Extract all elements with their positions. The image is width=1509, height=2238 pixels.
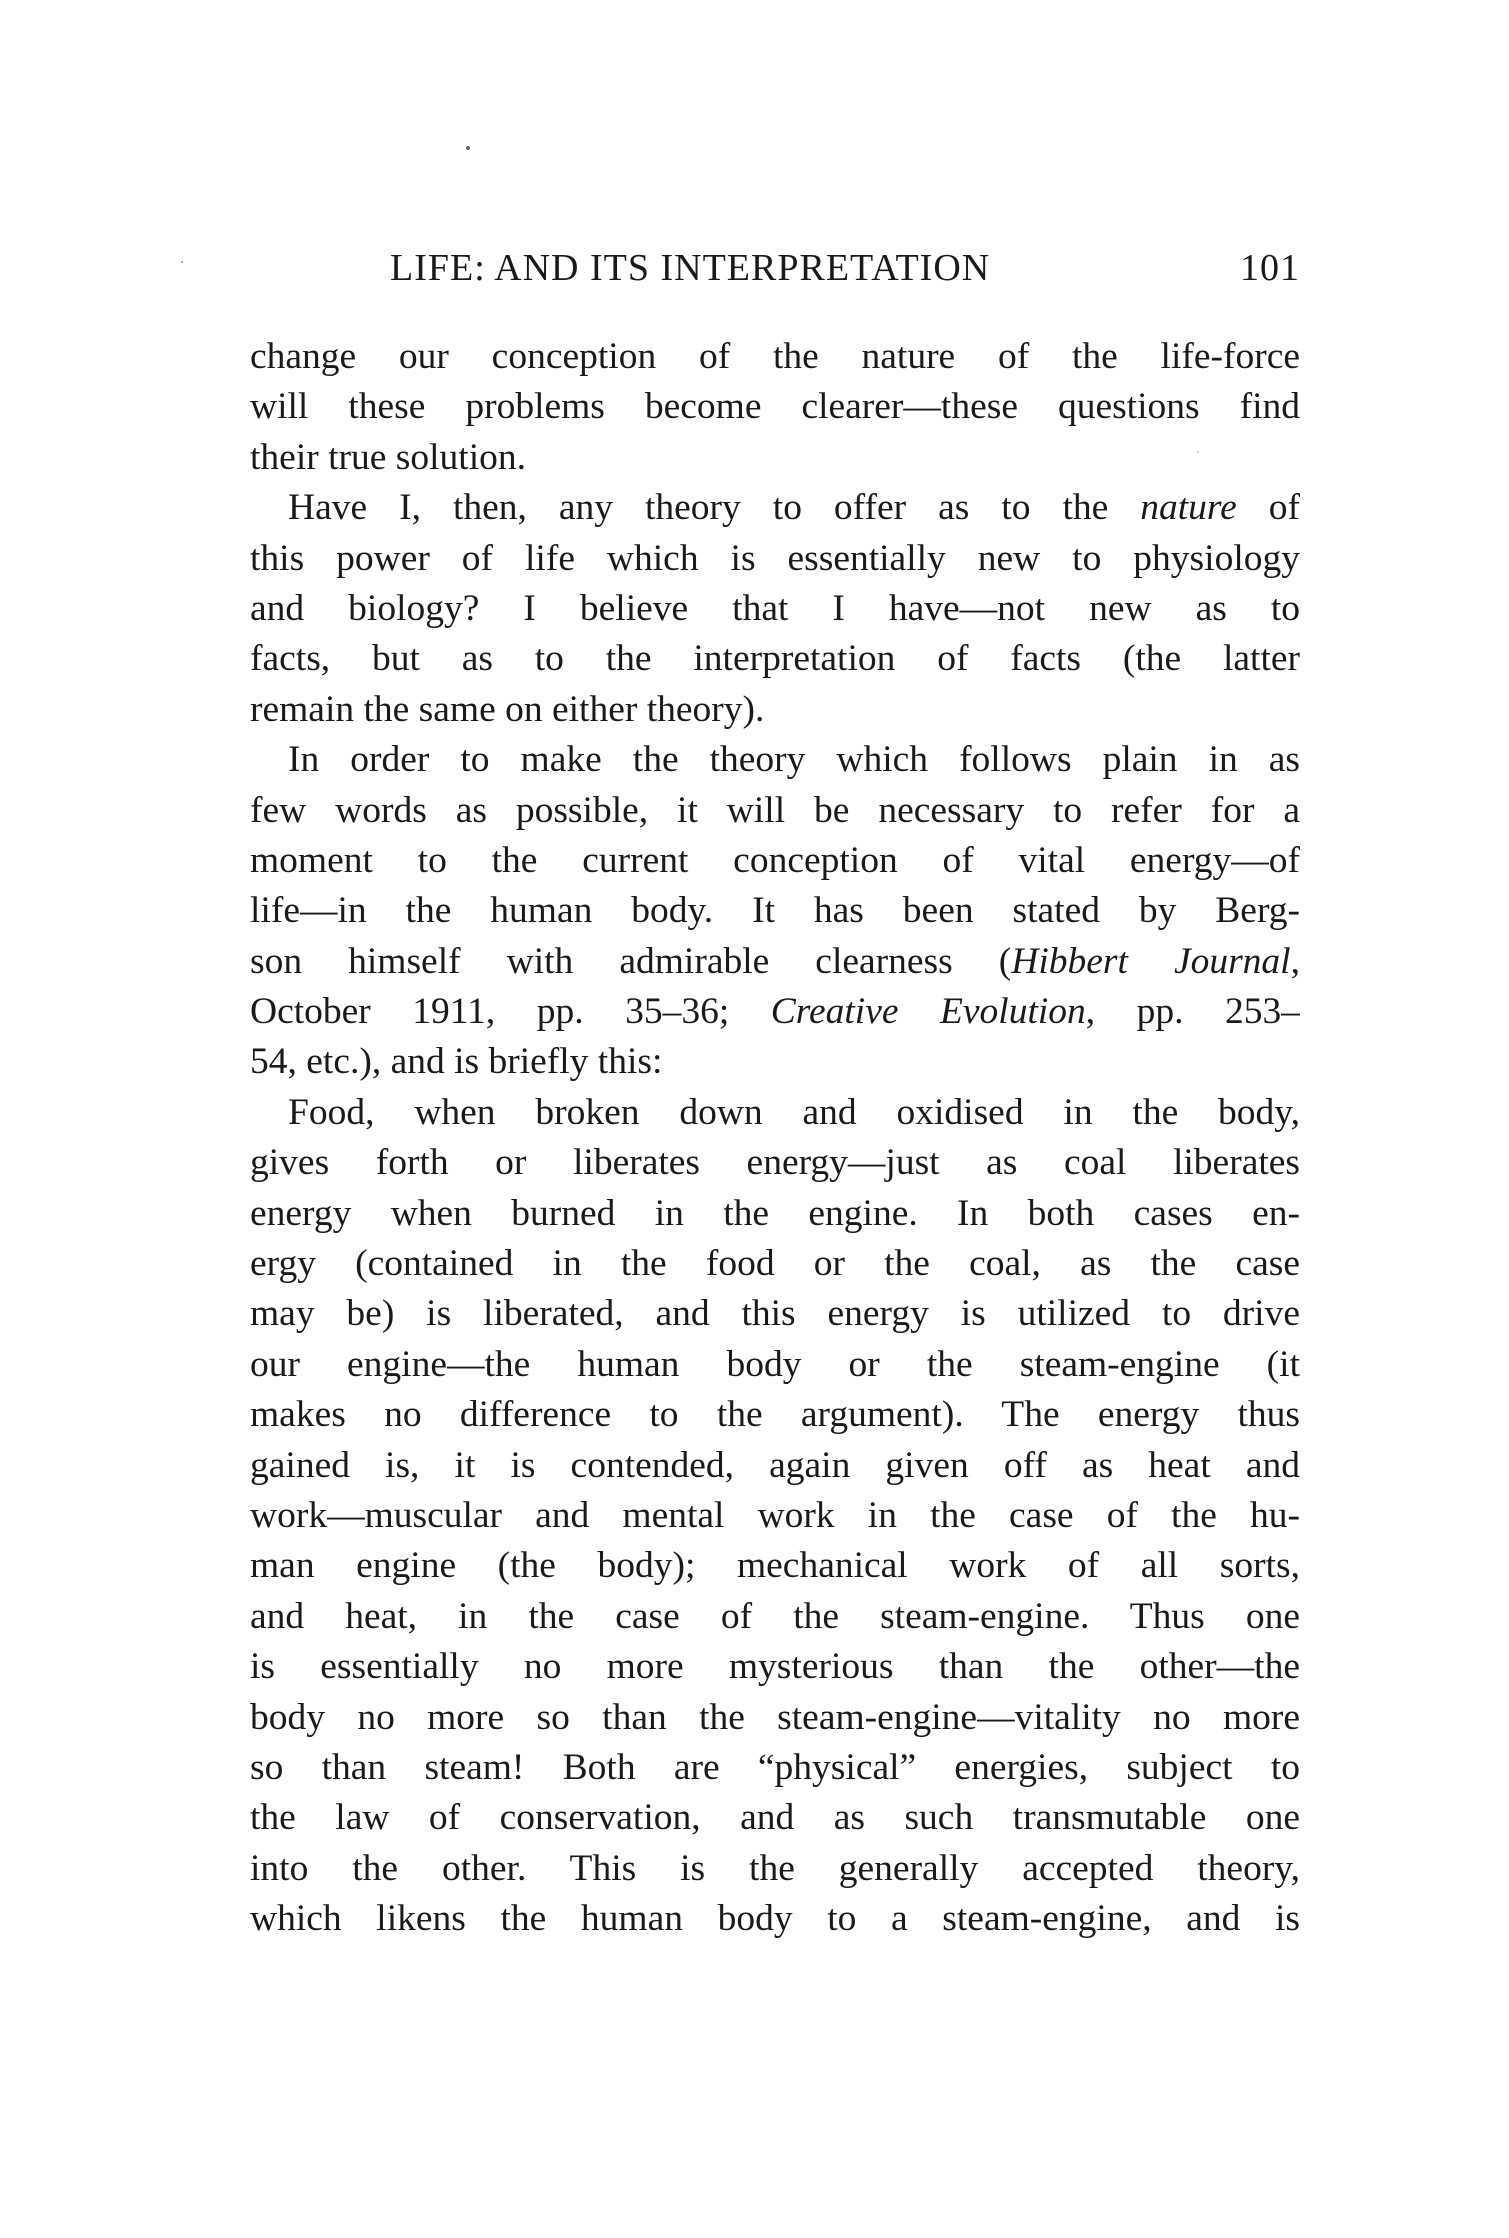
- text-line: son himself with admirable clearness (Hibbert Journal,: [250, 940, 1300, 982]
- text-line: life—in the human body. It has been stated by Berg-: [250, 890, 1300, 932]
- text-line: Food, when broken down and oxidised in the body,: [288, 1091, 1300, 1133]
- text-line: their true solution.: [250, 436, 526, 478]
- speck: [181, 261, 183, 263]
- text-line: 54, etc.), and is briefly this:: [250, 1041, 663, 1083]
- text-line: is essentially no more mysterious than the other—the: [250, 1646, 1300, 1688]
- running-header: [250, 246, 1300, 306]
- text-line: so than steam! Both are “physical” energies, subject to: [250, 1746, 1300, 1788]
- text-line: few words as possible, it will be necessary to refer for a: [250, 789, 1300, 831]
- text-line: remain the same on either theory).: [250, 688, 765, 730]
- text-line: may be) is liberated, and this energy is utilized to drive: [250, 1293, 1300, 1335]
- text-line: and biology? I believe that I have—not new as to: [250, 587, 1300, 629]
- running-title: LIFE: AND ITS INTERPRETATION: [390, 247, 991, 289]
- text-line: Have I, then, any theory to offer as to the nature of: [288, 487, 1300, 529]
- speck: [466, 146, 470, 150]
- text-line: and heat, in the case of the steam-engine. Thus one: [250, 1595, 1300, 1637]
- text-line: gained is, it is contended, again given off as heat and: [250, 1444, 1300, 1486]
- text-line: into the other. This is the generally accepted theory,: [250, 1847, 1300, 1889]
- text-line: this power of life which is essentially new to physiology: [250, 537, 1300, 579]
- text-line: moment to the current conception of vital energy—of: [250, 839, 1300, 881]
- text-line: facts, but as to the interpretation of facts (the latter: [250, 638, 1300, 680]
- text-line: energy when burned in the engine. In both cases en-: [250, 1192, 1300, 1234]
- text-line: gives forth or liberates energy—just as coal liberates: [250, 1142, 1300, 1184]
- text-line: October 1911, pp. 35–36; Creative Evolution, pp. 253–: [250, 991, 1300, 1033]
- text-line: makes no difference to the argument). The energy thus: [250, 1394, 1300, 1436]
- body-text: [250, 332, 1300, 1945]
- page-number: 101: [1240, 247, 1300, 289]
- text-line: work—muscular and mental work in the case of the hu-: [250, 1494, 1300, 1536]
- text-line: ergy (contained in the food or the coal, as the case: [250, 1243, 1300, 1285]
- text-line: our engine—the human body or the steam-engine (it: [250, 1343, 1300, 1385]
- text-line: man engine (the body); mechanical work of all sorts,: [250, 1545, 1300, 1587]
- text-line: will these problems become clearer—these questions find: [250, 386, 1300, 428]
- text-line: In order to make the theory which follows plain in as: [288, 739, 1300, 781]
- text-line: change our conception of the nature of the life-force: [250, 336, 1300, 377]
- text-line: body no more so than the steam-engine—vitality no more: [250, 1696, 1300, 1738]
- text-line: the law of conservation, and as such transmutable one: [250, 1797, 1300, 1839]
- text-line: which likens the human body to a steam-engine, and is: [250, 1898, 1300, 1940]
